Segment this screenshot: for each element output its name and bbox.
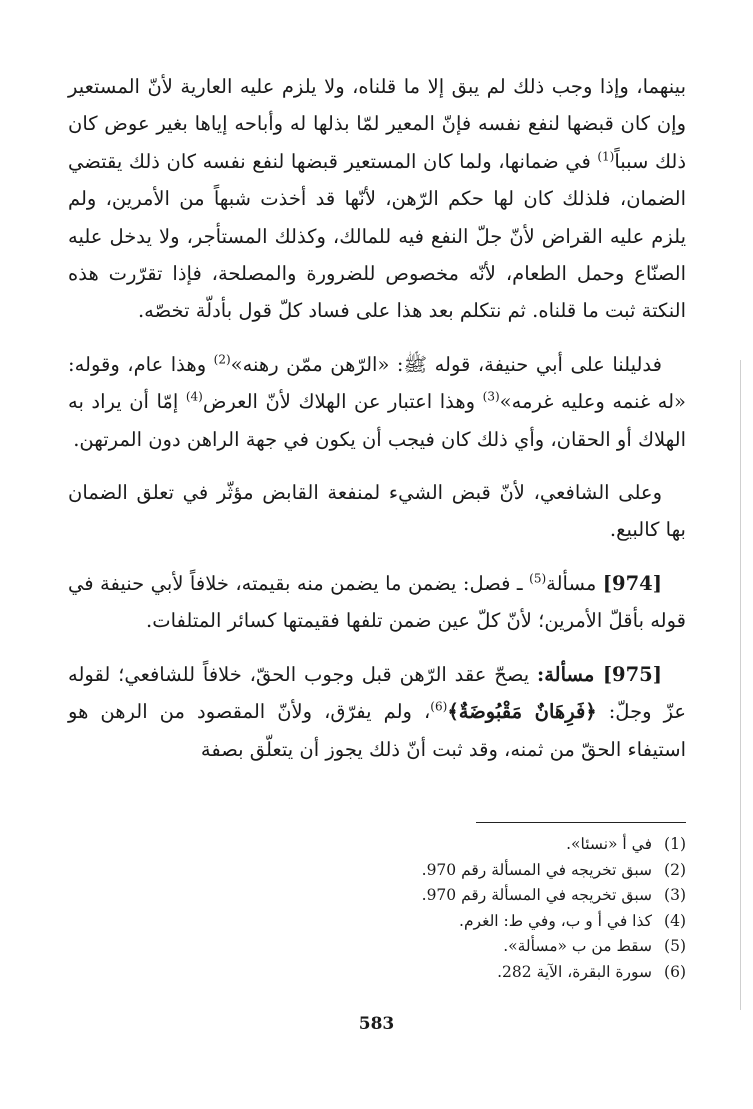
footnote-6-text: سورة البقرة، الآية 282. [497,962,652,981]
scan-edge-line [740,360,741,1010]
footnote-1 [68,832,686,858]
footnote-1-text: في أ «نسئا». [566,835,652,853]
footnote-divider [476,822,686,823]
footnote-4-number: (4) [664,911,686,930]
footnote-4-text: كذا في أ و ب، وفي ط: الغرم. [459,911,652,930]
issue-975-number: [975] [602,662,662,686]
issue-974-text: ـ فصل: يضمن ما يضمن منه بقيمته، خلافاً لأبي حنيفة في قوله بأقلّ الأمرين؛ لأنّ كلّ عين ضمن تلفها فقيمتها كسائر المتلفات. [68,571,686,633]
footnote-3-number: (3) [664,886,686,904]
paragraph-2-text-c: وهذا اعتبار عن الهلاك لأنّ العرض [202,390,483,414]
issue-975-keyword: مسألة: [537,662,603,686]
paragraph-3 [68,474,686,549]
paragraph-3-text: وعلى الشافعي، لأنّ قبض الشيء لمنفعة القابض مؤثّر في تعلق الضمان بها كالبيع. [68,481,686,542]
quran-verse: ﴿فَرِهَانٌ مَقْبُوضَةٌ﴾ [447,700,597,724]
footnote-6-number: (6) [664,962,686,981]
issue-974-keyword: مسألة [546,571,603,595]
footnote-ref-3[interactable]: (3) [482,389,500,404]
page-number: 583 [358,1014,395,1034]
issue-975-text-a: يصحّ عقد الرّهن قبل وجوب الحقّ، خلافاً للشافعي؛ لقوله عزّ وجلّ: [68,662,686,724]
paragraph-2-text-b: وهذا عام، وقوله: «له غنمه وعليه غرمه» [68,352,686,414]
footnote-ref-6[interactable]: (6) [430,699,448,714]
footnote-6 [68,960,686,986]
page-body [68,68,686,784]
issue-975-text-b: ، ولم يفرّق، ولأنّ المقصود من الرهن هو استيفاء الحقّ من ثمنه، وقد ثبت أنّ ذلك يجوز أن يتعلّق بصفة [68,700,686,761]
footnote-2-text: سبق تخريجه في المسألة رقم 970. [421,860,652,879]
paragraph-2 [68,346,686,458]
issue-975 [68,656,686,768]
paragraph-1-text-b: في ضمانها، ولما كان المستعير قبضها لنفع نفسه كان ذلك يقتضي الضمان، فلذلك كان لها حكم الرّهن، لأنّها قد أخذت شبهاً من الأمرين، ولم يلزم عليه القراض لأنّ جلّ النفع فيه للمالك، وكذلك المستأجر، ولا يدخل عليه الصنّاع وحمل الطعام، لأنّه مخصوص للضرورة والمصلحة، فإذا تقرّرت هذه النكتة ثبت ما قلناه. ثم نتكلم بعد هذا على فساد كلّ قول بأدلّة تخصّه. [68,149,686,323]
footnote-5-text: سقط من ب «مسألة». [503,937,652,955]
paragraph-1 [68,68,686,330]
footnote-2-number: (2) [664,860,686,879]
footnote-ref-5[interactable]: (5) [529,571,547,586]
paragraph-1-text-a: بينهما، وإذا وجب ذلك لم يبق إلا ما قلناه، ولا يلزم عليه العارية لأنّ المستعير وإن كان قبضها لنفع نفسه فإنّ المعير لمّا بذلها له وأباحه إياها بغير عوض كان ذلك سبباً [68,75,687,173]
footnote-ref-1[interactable]: (1) [597,149,615,164]
footnote-1-number: (1) [664,835,686,853]
issue-974 [68,565,686,640]
footnote-ref-2[interactable]: (2) [213,352,231,367]
paragraph-2-text-d: إمّا أن يراد به الهلاك أو الحقان، وأي ذلك كان فيجب أن يكون في جهة الراهن دون المرتهن. [68,390,686,451]
paragraph-2-text-a: فدليلنا على أبي حنيفة، قوله ﷺ: «الرّهن ممّن رهنه» [230,352,662,376]
footnote-3 [68,883,686,909]
footnote-4 [68,909,686,935]
footnote-ref-4[interactable]: (4) [185,389,203,404]
issue-974-number: [974] [602,571,662,595]
footnote-2 [68,858,686,884]
footnote-5-number: (5) [664,937,686,955]
footnote-3-text: سبق تخريجه في المسألة رقم 970. [421,886,652,904]
footnote-5 [68,934,686,960]
footnotes-list [68,832,686,985]
